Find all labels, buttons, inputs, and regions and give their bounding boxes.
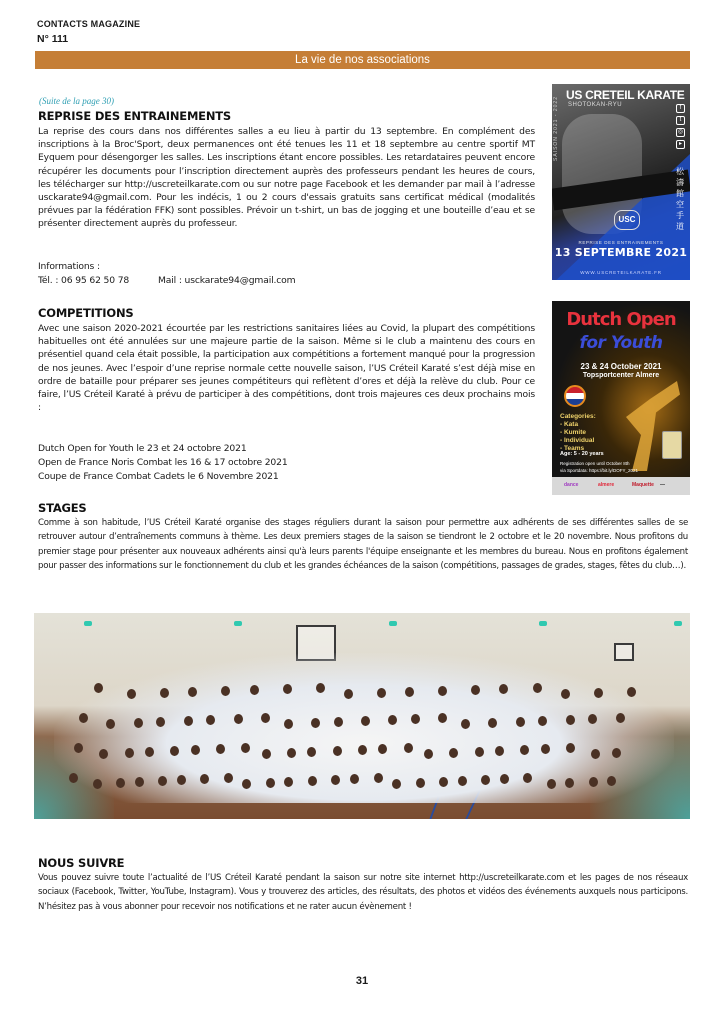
person-head <box>627 687 636 697</box>
person-head <box>458 776 467 786</box>
youtube-icon: ▸ <box>676 140 685 149</box>
poster-website: WWW.USCRETEILKARATE.FR <box>580 270 662 275</box>
ceiling-light <box>539 621 547 626</box>
person-head <box>191 745 200 755</box>
poster-dutch-date: 23 & 24 October 2021 <box>580 362 662 371</box>
info-label: Informations : <box>38 261 100 272</box>
person-head <box>234 714 243 724</box>
poster-dutch-open <box>552 301 690 495</box>
ceiling-light <box>674 621 682 626</box>
person-head <box>475 747 484 757</box>
person-head <box>612 748 621 758</box>
section-title-nous-suivre: NOUS SUIVRE <box>38 856 125 870</box>
person-head <box>416 778 425 788</box>
person-head <box>566 715 575 725</box>
poster-title: US CRETEIL KARATE <box>566 88 685 102</box>
sponsor-logo: dance <box>564 482 579 488</box>
poster-dutch-registration <box>560 461 638 474</box>
person-head <box>216 744 225 754</box>
person-head <box>495 746 504 756</box>
ceiling-light <box>234 621 242 626</box>
person-head <box>392 779 401 789</box>
person-head <box>377 688 386 698</box>
person-head <box>566 743 575 753</box>
instagram-icon: ◎ <box>677 129 684 135</box>
category-item: - Kumite <box>560 429 586 436</box>
person-head <box>616 713 625 723</box>
paragraph-nous-suivre: Vous pouvez suivre toute l’actualité de l’US Créteil Karaté pendant la saison sur notre site internet http://uscreteilkarate.com et les pages de nos réseaux sociaux (Facebook, Twitter, YouTube, Instagram). Vous y trouverez des articles, des résultats, des photos et vidéos des événements auxquels nous participons. N’hésitez pas à vous abonner pour recevoir nos notifications et ne rater aucun évènement ! <box>38 873 688 912</box>
poster-dutch-categories <box>560 413 596 453</box>
category-item: - Teams <box>560 445 585 452</box>
poster-date: 13 SEPTEMBRE 2021 <box>554 246 688 259</box>
event-item: Dutch Open for Youth le 23 et 24 octobre 2021 <box>38 443 247 454</box>
person-head <box>184 716 193 726</box>
paragraph-competitions: Avec une saison 2020-2021 écourtée par les restrictions sanitaires liées au Covid, la plupart des compétitions habituelles ont été annulées sur une majeure partie de la saison. Même si le club a maintenu des cours en présentiel quand cela était possible, la participation aux compétitions a fortement manqué pour la progression de nos jeunes. Avec l’espoir d’une reprise normale cette nouvelle saison, l’US Créteil Karaté s’est déjà mise en ordre de bataille pour préparer ses jeunes compétiteurs qui reflètent d’ores et déjà la relève du club. Pour ce faire, l’US Créteil Karaté à prévu de participer à des compétitions, dont trois majeures ces deux prochains mois : <box>38 323 535 414</box>
registration-link: via Sportdata: https://bit.ly/DOFY_2021 <box>560 467 639 473</box>
contact-phone: Tél. : 06 95 62 50 78 <box>38 275 130 286</box>
person-head <box>125 748 134 758</box>
person-head <box>94 683 103 693</box>
person-head <box>500 774 509 784</box>
section-title-stages: STAGES <box>38 501 87 515</box>
continuation-note: (Suite de la page 30) <box>39 96 114 106</box>
person-head <box>334 717 343 727</box>
qr-card-icon <box>662 431 682 459</box>
magazine-name: CONTACTS MAGAZINE <box>37 19 141 29</box>
person-head <box>358 745 367 755</box>
poster-us-creteil-karate <box>552 84 690 280</box>
person-head <box>134 718 143 728</box>
poster-dutch-subtitle: for Youth <box>579 333 663 353</box>
person-head <box>533 683 542 693</box>
event-item: Coupe de France Combat Cadets le 6 Novembre 2021 <box>38 471 279 482</box>
poster-reprise: REPRISE DES ENTRAINEMENTS <box>578 240 664 245</box>
person-head <box>177 775 186 785</box>
poster-kanji: 松濤館空手道 <box>676 167 684 231</box>
person-head <box>461 719 470 729</box>
registration-text: Registration open until October 8th <box>560 461 630 466</box>
person-head <box>547 779 556 789</box>
category-item: - Kata <box>560 421 579 428</box>
person-head <box>145 747 154 757</box>
dutch-flag-emblem-icon <box>564 385 586 407</box>
person-head <box>116 778 125 788</box>
person-head <box>79 713 88 723</box>
twitter-icon: t <box>676 116 685 125</box>
issue-number: N° 111 <box>37 33 69 45</box>
person-head <box>224 773 233 783</box>
person-head <box>316 683 325 693</box>
poster-dutch-title: Dutch Open <box>566 309 676 330</box>
person-head <box>283 684 292 694</box>
person-head <box>284 719 293 729</box>
person-head <box>541 744 550 754</box>
person-head <box>404 743 413 753</box>
person-head <box>350 774 359 784</box>
person-head <box>424 749 433 759</box>
person-head <box>374 773 383 783</box>
poster-subtitle: SHOTOKAN-RYU <box>568 102 623 108</box>
person-head <box>308 776 317 786</box>
usc-logo: USC <box>614 210 640 230</box>
sponsor-logo: — <box>660 482 665 488</box>
poster-dutch-venue: Topsportcenter Almere <box>582 372 660 379</box>
person-head <box>561 689 570 699</box>
ceiling-light <box>84 621 92 626</box>
group-photo <box>34 613 690 819</box>
person-head <box>411 714 420 724</box>
person-head <box>287 748 296 758</box>
facebook-icon: f <box>676 104 685 113</box>
category-item: - Individual <box>560 437 595 444</box>
paragraph-stages: Comme à son habitude, l’US Créteil Karaté organise des stages réguliers durant la saison pour permettre aux adhérents de ses différentes salles de se retrouver autour d’entraînements communs à thème. Les deux premiers stages de la saison se tiendront le 2 octobre et le 20 novembre. Nous profitons du premier stage pour présenter aux nouveaux adhérents ainsi qu'à leurs parents l'équipe enseignante et les membres du bureau. Nous en profitons également pour passer des informations sur le fonctionnement du club et les grandes échéances de la saison (compétitions, passages de grades, stages, fêtes du club…). <box>38 518 688 572</box>
person-head <box>361 716 370 726</box>
person-head <box>262 749 271 759</box>
person-head <box>344 689 353 699</box>
person-head <box>93 779 102 789</box>
person-head <box>74 743 83 753</box>
poster-dutch-age: Age: 5 - 20 years <box>560 451 604 457</box>
person-head <box>589 777 598 787</box>
page-number: 31 <box>355 975 369 987</box>
sponsor-logo: Maquette <box>632 482 654 488</box>
event-item: Open de France Noris Combat les 16 & 17 octobre 2021 <box>38 457 288 468</box>
sponsor-logo: almere <box>598 482 615 488</box>
person-head <box>594 688 603 698</box>
person-head <box>250 685 259 695</box>
person-head <box>69 773 78 783</box>
paragraph-reprise: La reprise des cours dans nos différentes salles a eu lieu à partir du 13 septembre. En complément des inscriptions à la Broc'Sport, deux permanences ont été tenues les 11 et 18 septembre au centre sportif MT Eyquem pour désengorger les salles. Les inscriptions étant encore possibles. Les retardataires peuvent encore récupérer les documents pour l’inscription directement auprès des professeurs pendant les heures de cours, les télécharger sur http://uscreteilkarate.com ou sur notre page Facebook et les demander par mail à l’adresse usckarate94@gmail.com. Pour les indécis, 1 ou 2 cours d'essais gratuits sans certificat médical (modalités prévues par la fédération FFK) sont possibles. Prévoir un t-shirt, un bas de jogging et une bouteille d’eau et se présenter directement auprès du professeur. <box>38 126 535 230</box>
section-banner: La vie de nos associations <box>35 51 690 69</box>
person-head <box>333 746 342 756</box>
section-title-competitions: COMPETITIONS <box>38 306 134 320</box>
contact-mail[interactable]: Mail : usckarate94@gmail.com <box>158 275 296 286</box>
section-title-reprise: REPRISE DES ENTRAINEMENTS <box>38 109 231 123</box>
person-head <box>135 777 144 787</box>
person-head <box>266 778 275 788</box>
crowd-of-karatekas <box>54 653 674 803</box>
ceiling-light <box>389 621 397 626</box>
categories-label: Categories: <box>560 413 596 420</box>
poster-season: SAISON 2021 - 2022 <box>553 96 559 161</box>
person-head <box>516 717 525 727</box>
